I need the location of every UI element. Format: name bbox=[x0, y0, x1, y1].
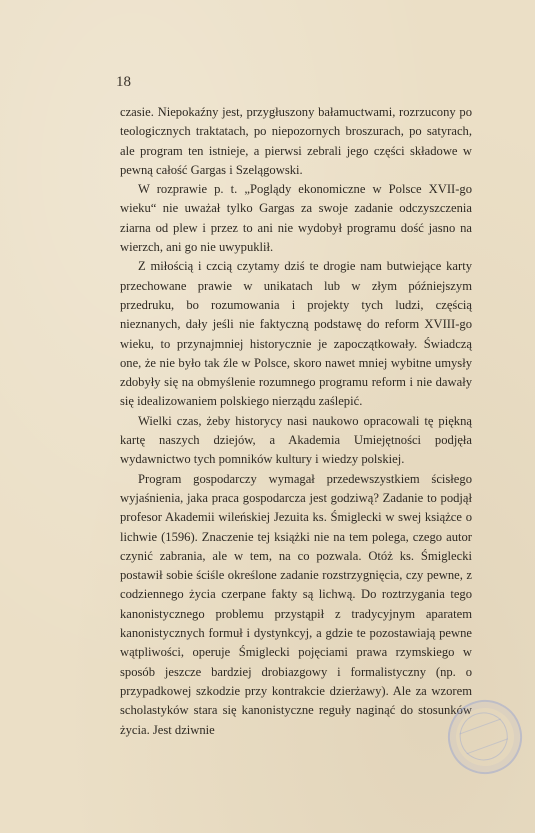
stamp-lines-icon bbox=[459, 719, 508, 755]
paragraph-2: W rozprawie p. t. „Poglądy ekonomiczne w Polsce XVII-go wieku“ nie uważał tylko Gargas za swoje zadanie odczyszczenia ziarna od plew i przez to ani nie wydobył programu dość jasno na wierzch, ani go nie uwypuklił. bbox=[120, 182, 472, 255]
main-text bbox=[120, 103, 472, 740]
paragraph-5: Program gospodarczy wymagał przedewszystkiem ścisłego wyjaśnienia, jaka praca gospodarcza jest godziwą? Zadanie to podjął profesor Akademii wileńskiej Jezuita ks. Śmiglecki w swej książce o lichwie (1596). Znaczenie tej książki nie na tem polega, czego autor czynić zabrania, ale w tem, na co pozwala. Otóż ks. Śmiglecki postawił sobie ściśle określone zadanie rozstrzygnięcia, czy pewne, z codziennego życia czerpane fakty są lichwą. Do roztrzygania tego kanonistycznego problemu przystąpił z tradycyjnym aparatem kanonistycznych formuł i dystynkcyj, a gdzie te pozostawiają pewne wątpliwości, operuje Śmiglecki pojęciami prawa rzymskiego w sposób jeszcze bardziej drobiazgowy i formalistyczny (np. o przypadkowej szkodzie przy kontrakcie dzierżawy). Ale za wzorem scholastyków stara się kanonistyczne reguły naginąć do stosunków życia. Jest dziwnie bbox=[120, 471, 472, 737]
paragraph-3: Z miłością i czcią czytamy dziś te drogie nam butwiejące karty przechowane prawie w unikatach lub w złym późniejszym przedruku, bo rozumowania i projekty tych ludzi, częścią nieznanych, dały jeśli nie faktyczną podstawę do reform XVIII-go wieku, to przynajmniej historycznie je zapoczątkowały. Świadczą one, że nie było tak źle w Polsce, skoro nawet mniej wybitne umysły zdobyły się na obmyślenie rozumnego programu reform i nie dawały się idealizowaniem polskiego nierządu zaślepić. bbox=[120, 259, 472, 409]
paragraph-1: czasie. Niepokaźny jest, przygłuszony bałamuctwami, rozrzucony po teologicznych traktatach, po niepozornych broszurach, po satyrach, ale program ten istnieje, a pierwsi zebrali jego części składowe w pewną całość Gargas i Szelągowski. bbox=[120, 105, 472, 177]
page-number: 18 bbox=[116, 74, 131, 90]
paragraph-4: Wielki czas, żeby historycy nasi naukowo opracowali tę piękną kartę naszych dziejów, a Akademia Umiejętności podjęła wydawnictwo tych pomników kultury i wiedzy polskiej. bbox=[120, 413, 472, 467]
